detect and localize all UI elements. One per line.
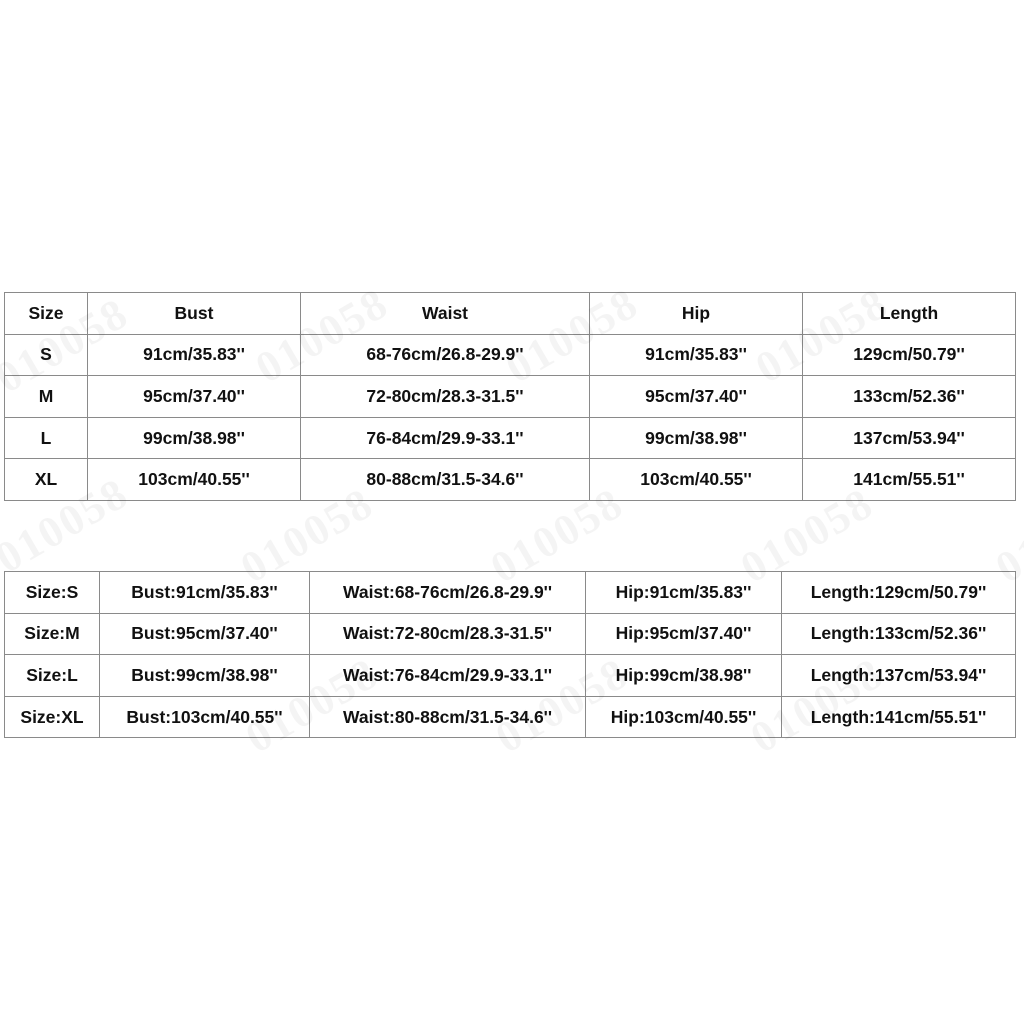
cell-length: Length:133cm/52.36'' <box>782 613 1016 655</box>
cell-bust: Bust:95cm/37.40'' <box>100 613 310 655</box>
cell-length: 129cm/50.79'' <box>803 334 1016 376</box>
header-length: Length <box>803 293 1016 335</box>
cell-waist: 68-76cm/26.8-29.9'' <box>301 334 590 376</box>
cell-hip: Hip:103cm/40.55'' <box>586 696 782 738</box>
cell-waist: Waist:80-88cm/31.5-34.6'' <box>310 696 586 738</box>
cell-size: Size:L <box>5 655 100 697</box>
cell-length: 141cm/55.51'' <box>803 459 1016 501</box>
cell-bust: 95cm/37.40'' <box>88 376 301 418</box>
cell-bust: Bust:103cm/40.55'' <box>100 696 310 738</box>
cell-size: S <box>5 334 88 376</box>
cell-length: 137cm/53.94'' <box>803 417 1016 459</box>
cell-length: Length:141cm/55.51'' <box>782 696 1016 738</box>
cell-waist: Waist:72-80cm/28.3-31.5'' <box>310 613 586 655</box>
table-row <box>5 696 1016 738</box>
table-row <box>5 613 1016 655</box>
cell-waist: Waist:68-76cm/26.8-29.9'' <box>310 572 586 614</box>
table-row <box>5 334 1016 376</box>
cell-length: Length:137cm/53.94'' <box>782 655 1016 697</box>
table-row <box>5 376 1016 418</box>
cell-hip: 99cm/38.98'' <box>590 417 803 459</box>
cell-bust: 99cm/38.98'' <box>88 417 301 459</box>
header-size: Size <box>5 293 88 335</box>
cell-size: Size:XL <box>5 696 100 738</box>
size-chart-table <box>4 292 1016 501</box>
cell-bust: 91cm/35.83'' <box>88 334 301 376</box>
table-row <box>5 417 1016 459</box>
cell-bust: Bust:91cm/35.83'' <box>100 572 310 614</box>
cell-size: Size:S <box>5 572 100 614</box>
cell-hip: 91cm/35.83'' <box>590 334 803 376</box>
cell-bust: Bust:99cm/38.98'' <box>100 655 310 697</box>
cell-hip: Hip:91cm/35.83'' <box>586 572 782 614</box>
cell-hip: Hip:95cm/37.40'' <box>586 613 782 655</box>
cell-size: L <box>5 417 88 459</box>
cell-waist: 76-84cm/29.9-33.1'' <box>301 417 590 459</box>
cell-waist: 80-88cm/31.5-34.6'' <box>301 459 590 501</box>
table-row <box>5 572 1016 614</box>
cell-hip: Hip:99cm/38.98'' <box>586 655 782 697</box>
cell-size: XL <box>5 459 88 501</box>
header-hip: Hip <box>590 293 803 335</box>
cell-waist: Waist:76-84cm/29.9-33.1'' <box>310 655 586 697</box>
cell-waist: 72-80cm/28.3-31.5'' <box>301 376 590 418</box>
table-row <box>5 459 1016 501</box>
header-bust: Bust <box>88 293 301 335</box>
cell-hip: 103cm/40.55'' <box>590 459 803 501</box>
size-chart-labeled-table <box>4 571 1016 738</box>
cell-bust: 103cm/40.55'' <box>88 459 301 501</box>
cell-size: M <box>5 376 88 418</box>
cell-size: Size:M <box>5 613 100 655</box>
cell-length: 133cm/52.36'' <box>803 376 1016 418</box>
cell-length: Length:129cm/50.79'' <box>782 572 1016 614</box>
table-header-row <box>5 293 1016 335</box>
table-row <box>5 655 1016 697</box>
header-waist: Waist <box>301 293 590 335</box>
cell-hip: 95cm/37.40'' <box>590 376 803 418</box>
